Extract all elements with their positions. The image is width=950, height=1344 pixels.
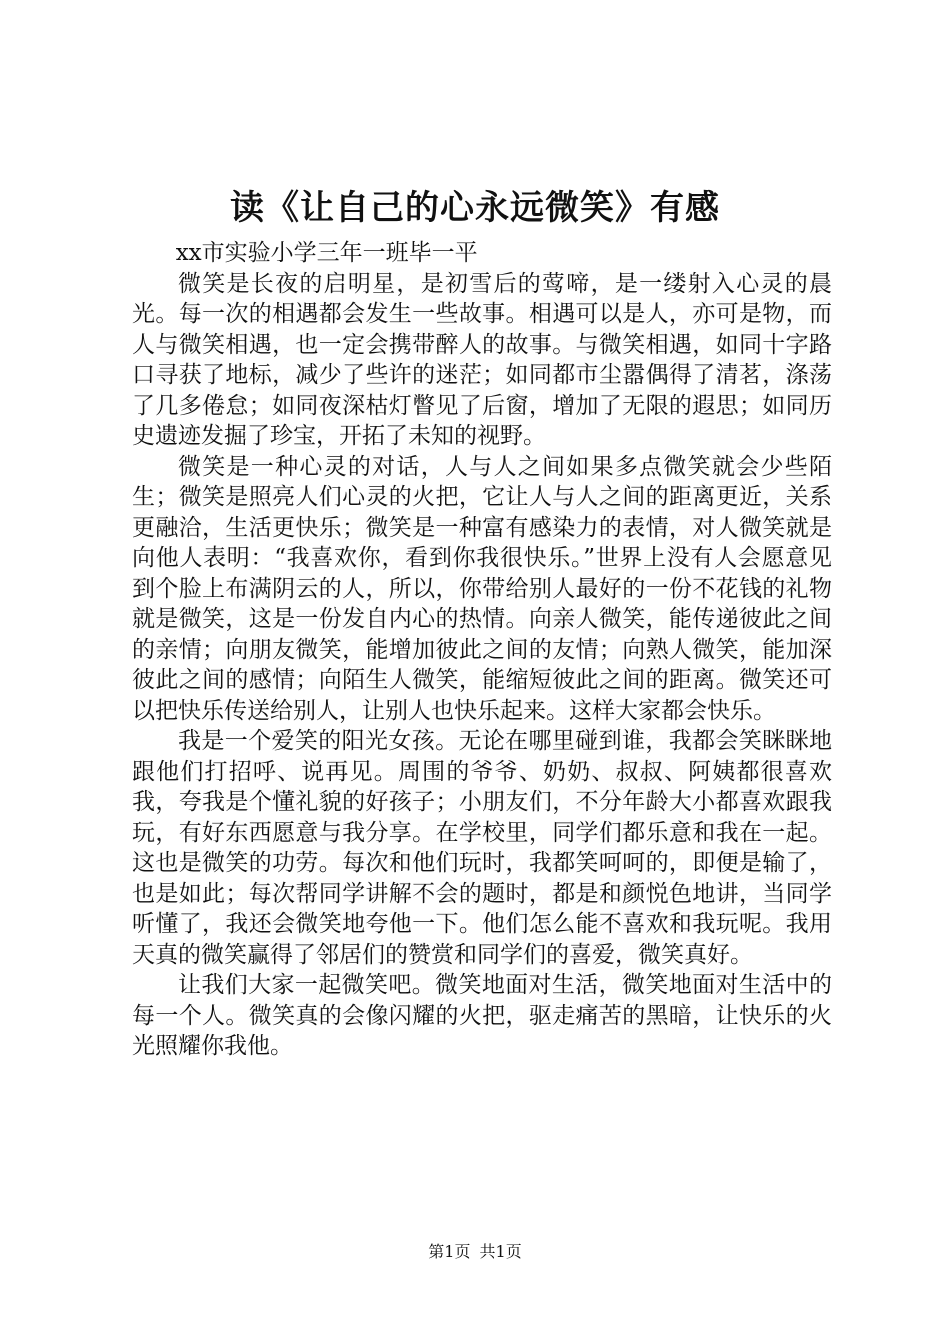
page-number-total: 共1页 (479, 1242, 522, 1261)
document-title: 读《让自己的心永远微笑》有感 (230, 188, 720, 228)
paragraph: 让我们大家一起微笑吧。微笑地面对生活，微笑地面对生活中的每一个人。微笑真的会像闪耀的火把，驱走痛苦的黑暗，让快乐的火光照耀你我他。 (132, 972, 832, 1059)
page-number-current: 第1页 (428, 1242, 471, 1261)
author-line: xx市实验小学三年一班毕一平 (175, 240, 478, 266)
paragraph: 微笑是一种心灵的对话，人与人之间如果多点微笑就会少些陌生；微笑是照亮人们心灵的火把，它让人与人之间的距离更近，关系更融洽，生活更快乐；微笑是一种富有感染力的表情，对人微笑就是向他人表明：“我喜欢你，看到你我很快乐。”世界上没有人会愿意见到个脸上布满阴云的人，所以，你带给别人最好的一份不花钱的礼物就是微笑，这是一份发自内心的热情。向亲人微笑，能传递彼此之间的亲情；向朋友微笑，能增加彼此之间的友情；向熟人微笑，能加深彼此之间的感情；向陌生人微笑，能缩短彼此之间的距离。微笑还可以把快乐传送给别人，让别人也快乐起来。这样大家都会快乐。 (132, 453, 832, 724)
page-footer (0, 1240, 950, 1264)
paragraph: 微笑是长夜的启明星，是初雪后的莺啼，是一缕射入心灵的晨光。每一次的相遇都会发生一些故事。相遇可以是人，亦可是物，而人与微笑相遇，也一定会携带醉人的故事。与微笑相遇，如同十字路口寻获了地标，减少了些许的迷茫；如同都市尘嚣偶得了清茗，涤荡了几多倦怠；如同夜深枯灯瞥见了后窗，增加了无限的遐思；如同历史遗迹发掘了珍宝，开拓了未知的视野。 (132, 270, 832, 449)
document-body (132, 238, 832, 1062)
paragraph: 我是一个爱笑的阳光女孩。无论在哪里碰到谁，我都会笑眯眯地跟他们打招呼、说再见。周围的爷爷、奶奶、叔叔、阿姨都很喜欢我，夸我是个懂礼貌的好孩子；小朋友们，不分年龄大小都喜欢跟我玩，有好东西愿意与我分享。在学校里，同学们都乐意和我在一起。这也是微笑的功劳。每次和他们玩时，我都笑呵呵的，即便是输了，也是如此；每次帮同学讲解不会的题时，都是和颜悦色地讲，当同学听懂了，我还会微笑地夸他一下。他们怎么能不喜欢和我玩呢。我用天真的微笑赢得了邻居们的赞赏和同学们的喜爱，微笑真好。 (132, 728, 832, 968)
